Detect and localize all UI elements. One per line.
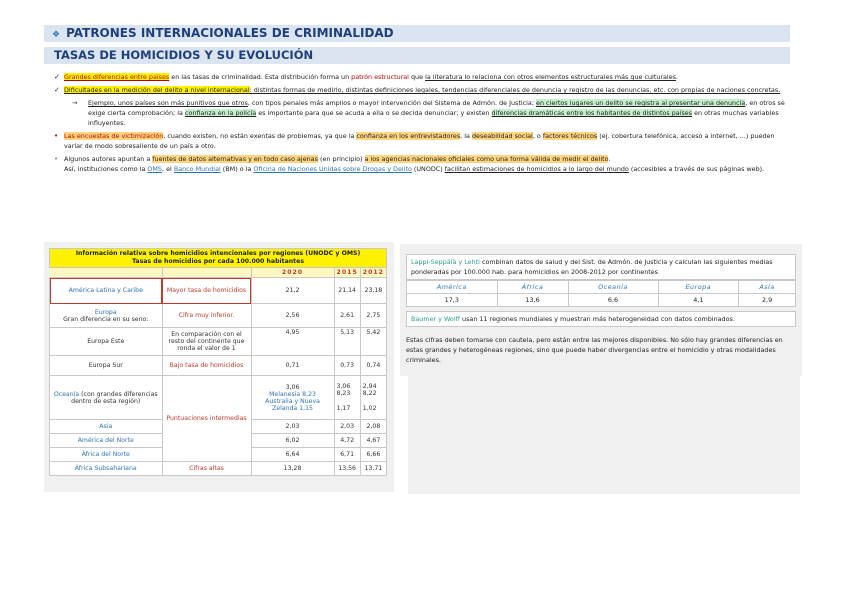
highlight-encuestas: Las encuestas de victimización <box>64 132 164 140</box>
text: (accesibles a través de sus páginas web). <box>628 165 765 173</box>
region-cell: América del Norte <box>50 434 163 448</box>
region-cell <box>50 304 163 328</box>
label-cell: Puntuaciones intermedias <box>162 376 251 462</box>
continent-averages-content <box>406 254 796 365</box>
caption-line-1: Información relativa sobre homicidios intencionales por regiones (UNODC y OMS) <box>75 250 361 257</box>
text: , el <box>162 165 174 173</box>
text: (en principio) <box>317 155 365 163</box>
continent-table <box>406 280 796 307</box>
value-cell <box>334 376 360 420</box>
baumer-body: usan 11 regiones mundiales y muestran más heterogeneidad con datos combinados. <box>460 315 735 323</box>
value-cell: 23,18 <box>360 278 386 304</box>
highlight-diferencias-dramaticas: diferencias dramáticas entre los habitantes de distintos países <box>491 109 693 117</box>
text: Algunos autores apuntan a <box>64 155 153 163</box>
value: 3,06 <box>336 383 351 390</box>
text: , en otros se exige cierta comprobación; la <box>88 99 785 117</box>
value: 3,06 <box>285 383 300 391</box>
continent-value: 2,9 <box>739 294 796 307</box>
table-row <box>50 356 387 376</box>
highlight-agencias: a los agencias nacionales oficiales como una forma válida de medir el delito <box>364 155 609 163</box>
table-caption <box>50 249 387 268</box>
table-row <box>50 376 387 420</box>
paragraph-2 <box>52 85 790 95</box>
region-name: Oceanía <box>53 390 80 398</box>
value-melanesia: Melanesia 8,23 <box>269 390 316 398</box>
link-oms[interactable]: OMS <box>147 165 162 173</box>
text: , con tipos penales más amplios o mayor intervención del Sistema de Admón. de Justicia; <box>247 99 537 107</box>
continent-value: 13,6 <box>497 294 568 307</box>
label-cell: En comparación con el resto del continente que ronda el valor de 1 <box>162 328 251 356</box>
text: Así, instituciones como la <box>64 165 148 173</box>
text-body <box>52 72 790 177</box>
value-cell: 5,42 <box>360 328 386 356</box>
text-formas: : distintas formas de medirlo, distintas definiciones legales, tendencias diferenciales de denuncia y registro de las denuncias, etc. con propias de naciones concretas. <box>249 86 781 94</box>
caution-note: Estas cifras deben tomarse con cautela, pero están entre las mejores disponibles. No sólo hay grandes diferencias en estas grandes y heterogéneas regiones, sino que puede haber divergencias entre el homicidio y otras modalidades criminales. <box>406 336 783 364</box>
label-cell: Cifra muy inferior. <box>162 304 251 328</box>
text: es importante para que se acuda a ella o se decida denunciar; y existen <box>256 109 492 117</box>
region-cell: África del Norte <box>50 448 163 462</box>
caption-line-2: Tasas de homicidios por cada 100.000 habitantes <box>131 258 305 265</box>
value-cell: 4,67 <box>360 434 386 448</box>
value-cell: 6,66 <box>360 448 386 462</box>
value-cell: 2,61 <box>334 304 360 328</box>
section-title: PATRONES INTERNACIONALES DE CRIMINALIDAD <box>66 26 394 40</box>
value-cell: 0,73 <box>334 356 360 376</box>
highlight-confianza-entrevistadores: confianza en los entrevistadores <box>356 132 461 140</box>
continent-value: 17,3 <box>407 294 498 307</box>
continent-header: América <box>407 281 498 294</box>
value-cell: 13,71 <box>360 462 386 476</box>
checkmark-icon: ✓ <box>54 73 60 81</box>
region-cell: América Latina y Caribe <box>50 278 163 304</box>
text: . <box>608 155 611 163</box>
table-row <box>50 462 387 476</box>
value-cell: 2,75 <box>360 304 386 328</box>
value: 1,17 <box>336 405 351 412</box>
section-title-bar <box>44 25 790 42</box>
link-banco-mundial[interactable]: Banco Mundial <box>173 165 221 173</box>
text: (ej. cobertura telefónica, acceso a internet, ...) pueden variar de modo sobresaliente de un país a otro. <box>64 132 775 150</box>
text-facilitan: facilitan estimaciones de homicidios a lo largo del mundo <box>444 165 629 173</box>
text-punitivos: , unos países son más punitivos que otros <box>113 99 248 107</box>
text: (UNODC) <box>411 165 445 173</box>
value-cell: 4,72 <box>334 434 360 448</box>
link-unodc[interactable]: Oficina de Naciones Unidas sobre Drogas y Delito <box>253 165 412 173</box>
paragraph-5 <box>52 154 790 174</box>
bullet-icon: • <box>54 155 59 163</box>
empty-panel <box>408 376 800 494</box>
year-header: 2015 <box>334 268 360 278</box>
author-names: Baumer y Wolff <box>411 315 461 323</box>
text-patron: patrón estructural <box>351 73 409 81</box>
value-cell: 2,03 <box>334 420 360 434</box>
continent-value: 4,1 <box>658 294 739 307</box>
region-name: Europa <box>94 308 117 316</box>
value: 1,02 <box>362 405 377 412</box>
value: 8,23 <box>336 390 351 397</box>
value-cell: 21,2 <box>251 278 334 304</box>
table-row <box>50 304 387 328</box>
text: . <box>675 73 679 81</box>
paragraph-3 <box>52 98 790 128</box>
highlight-confianza: confianza en la policía <box>184 109 257 117</box>
text: que <box>408 73 426 81</box>
table-row <box>50 278 387 304</box>
intro-body: combinan datos de salud y del Sist. de Admón. de Justicia y calculan las siguientes medias ponderadas por 100.000 hab. para homicidios en 2008-2012 por continentes <box>411 258 773 276</box>
region-cell: Europa Sur <box>50 356 163 376</box>
value-cell: 6,02 <box>251 434 334 448</box>
table-row <box>50 328 387 356</box>
continent-header: Europa <box>658 281 739 294</box>
value-cell: 2,03 <box>251 420 334 434</box>
value-australia: Australia y Nueva Zelanda 1,15 <box>265 397 320 412</box>
value: 8,22 <box>362 390 377 397</box>
highlight-deseabilidad: deseabilidad social <box>471 132 533 140</box>
homicide-table-panel <box>44 242 394 492</box>
value-cell: 0,74 <box>360 356 386 376</box>
text: en otras muchas variables influyentes. <box>88 109 779 127</box>
text: (BM) o la <box>220 165 254 173</box>
text-ejemplo: Ejemplo <box>88 99 114 107</box>
value: 2,94 <box>362 383 377 390</box>
highlight-dificultades: Dificultades en la medición del delito a nivel internacional <box>64 86 250 94</box>
continent-header: África <box>497 281 568 294</box>
region-cell: Asia <box>50 420 163 434</box>
label-cell: Cifras altas <box>162 462 251 476</box>
region-cell <box>50 376 163 420</box>
diamond-bullet-icon: ❖ <box>52 30 61 40</box>
value-cell: 2,56 <box>251 304 334 328</box>
year-header: 2020 <box>251 268 334 278</box>
value-cell: 0,71 <box>251 356 334 376</box>
value-cell <box>360 376 386 420</box>
value-cell: 21,14 <box>334 278 360 304</box>
value-cell: 6,71 <box>334 448 360 462</box>
value-cell: 2,08 <box>360 420 386 434</box>
highlight-fuentes: fuentes de datos alternativas y en todo caso ajenas <box>152 155 318 163</box>
value-cell: 4,95 <box>251 328 334 356</box>
corner-cell <box>50 268 163 278</box>
text: en las tasas de criminalidad. Esta distribución forma un <box>169 73 352 81</box>
baumer-note <box>406 311 796 327</box>
region-cell: África Subsahariana <box>50 462 163 476</box>
subsection-title: TASAS DE HOMICIDIOS Y SU EVOLUCIÓN <box>44 47 790 64</box>
year-header: 2012 <box>360 268 386 278</box>
corner-cell <box>162 268 251 278</box>
paragraph-4 <box>52 131 790 151</box>
continent-header: Oceanía <box>568 281 658 294</box>
value-cell: 13,28 <box>251 462 334 476</box>
region-cell: Europa Este <box>50 328 163 356</box>
continent-averages-panel <box>400 244 802 376</box>
author-names: Lappi-Seppälä y Lehti <box>411 258 480 266</box>
bullet-icon: • <box>54 132 59 140</box>
arrow-right-icon: → <box>72 99 78 107</box>
text: , la <box>460 132 472 140</box>
checkmark-icon: ✓ <box>54 86 60 94</box>
highlight-diferencias: Grandes diferencias entre países <box>64 73 170 81</box>
text: , o <box>532 132 543 140</box>
value-cell: 6,64 <box>251 448 334 462</box>
homicide-rates-table <box>49 248 387 476</box>
text-literatura: la literatura lo relaciona con otros elementos estructurales más que culturales <box>425 73 676 81</box>
intro-text <box>406 254 796 280</box>
value-cell <box>251 376 334 420</box>
continent-header: Asia <box>739 281 796 294</box>
paragraph-1 <box>52 72 790 82</box>
label-cell: Mayor tasa de homicidios <box>162 278 251 304</box>
value-cell: 5,13 <box>334 328 360 356</box>
continent-value: 6,6 <box>568 294 658 307</box>
value-cell: 13,56 <box>334 462 360 476</box>
region-note: Gran diferencia en su seno: <box>63 315 149 323</box>
highlight-registro: en ciertos lugares un delito se registra al presentar una denuncia <box>536 99 746 107</box>
region-note: (con grandes diferencias dentro de esta región) <box>71 390 158 405</box>
label-cell: Bajo tasa de homicidios <box>162 356 251 376</box>
text: , cuando existen, no están exentas de problemas, ya que la <box>163 132 357 140</box>
highlight-factores: factores técnicos <box>542 132 598 140</box>
